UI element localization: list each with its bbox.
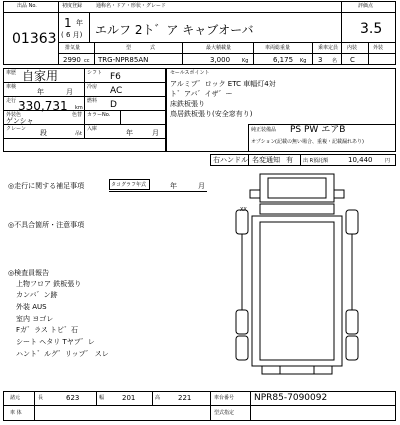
width-label: 幅 (99, 395, 105, 401)
sales-point-line: 鳥居鉄板張り(安全窓有り) (170, 110, 253, 118)
inspection-year: 年 (37, 88, 44, 96)
running-notes-label: ◎走行に関する補足事項 (8, 182, 85, 190)
first-reg-month: ( 6 月) (61, 31, 83, 39)
chassis-label: 車台番号 (214, 395, 235, 401)
first-reg-year: 1 (64, 16, 72, 30)
capacity-label: 乗車定員 (318, 45, 339, 51)
mileage: 330,731 (18, 99, 68, 113)
truck-diagram (222, 170, 372, 380)
capacity-unit: 名 (332, 58, 338, 64)
crane-capacity: 吊t (75, 131, 82, 137)
entry-label: 入庫 (87, 126, 98, 132)
max-load-unit: Kg (242, 58, 249, 64)
gross-weight-unit: Kg (300, 58, 307, 64)
model-grade-label: 通称名・ドア・形状・グレード (96, 3, 166, 9)
inspector-report-label: ◎検査員報告 (8, 269, 50, 277)
entry-month: 月 (152, 129, 159, 137)
equipment-label: 純正装備品 (251, 127, 277, 133)
options-note: (記載の無い場合、重複・記載漏れあり) (275, 139, 364, 145)
bottom-frame (3, 391, 396, 421)
sales-points-title: セールスポイント (170, 70, 210, 76)
inspector-line: 室内 ヨゴレ (16, 315, 54, 323)
sales-point-line: 床鉄板張り (170, 100, 205, 108)
tacho-year: 年 (170, 182, 177, 190)
model-code-label-2: 式 (150, 45, 156, 51)
recycle-unit: 円 (385, 158, 391, 164)
length-label: 長 (38, 395, 44, 401)
cc-unit: cc (84, 58, 90, 64)
exterior-label: 外装 (373, 45, 384, 51)
interior-grade: C (350, 56, 355, 64)
model-code: TRG-NPR85AN (98, 56, 149, 64)
shift: F6 (110, 72, 121, 82)
chassis-number: NPR85-7090092 (254, 393, 328, 403)
score-value: 3.5 (360, 21, 383, 37)
color: ゲンシャ (6, 117, 34, 125)
capacity: 3 (318, 56, 323, 64)
entry-year: 年 (126, 129, 133, 137)
inspector-line: Fガ゛ラス トビ゛石 (16, 326, 79, 334)
length-value: 623 (66, 394, 80, 402)
vin-label: 車 体 (10, 410, 22, 416)
crane-label: クレーン (6, 126, 26, 132)
height-label: 高 (155, 395, 161, 401)
title-change-value: 有 (286, 156, 293, 164)
model-code-label: 型 (126, 45, 132, 51)
mileage-label: 走行 (6, 98, 17, 104)
inspector-line: カンバ゛ン跡 (16, 291, 58, 299)
serial-label: 型式指定 (214, 410, 235, 416)
score-label: 評価点 (358, 3, 374, 9)
fuel: D (110, 100, 117, 110)
inspector-line: 上物フロア 鉄板張り (16, 280, 82, 288)
car-type-label: 車歴 (6, 70, 17, 76)
cooler-label: 冷房 (87, 84, 98, 90)
inspector-line: シート ヘタリ Tヤブ゛レ (16, 338, 95, 346)
recycle-label: 出 R預託額 (303, 158, 329, 164)
crane-steps: 段 (40, 129, 47, 137)
equipment-value: PS PW エアB (290, 125, 346, 135)
cooler: AC (110, 86, 123, 96)
diagram-mark: XX (240, 207, 247, 213)
car-type: 自家用 (22, 69, 59, 83)
inspection-month: 月 (66, 88, 73, 96)
inspector-line: ハント゛ルグ゛リップ゛ スレ (16, 350, 109, 358)
fuel-label: 燃料 (87, 98, 98, 104)
first-reg-year-unit: 年 (76, 19, 83, 27)
gross-weight-label: 車両総重量 (265, 45, 291, 51)
inspector-line: 外装 AUS (16, 303, 47, 311)
recycle-value: 10,440 (348, 156, 373, 164)
height-value: 221 (178, 394, 192, 402)
car-name: エルフ 2ト゛ア キャブオーバ (95, 23, 254, 37)
dimensions-label: 諸元 (10, 395, 21, 401)
title-change-label: 名変通知 (252, 156, 280, 164)
tacho-label: タコグラフ年式 (109, 179, 150, 190)
inspection-label: 車検 (6, 84, 17, 90)
defect-notes-label: ◎不具合箇所・注意事項 (8, 221, 85, 229)
max-load-label: 最大積載量 (206, 45, 232, 51)
color-label: 外装色 (6, 112, 22, 118)
width-value: 201 (122, 394, 136, 402)
sales-point-line: アルミブ゛ロック ETC 車幅灯4対 (170, 80, 276, 88)
color-no-label: カラーNo. (87, 112, 111, 118)
shift-label: シフト (87, 70, 103, 76)
gross-weight: 6,175 (273, 56, 294, 64)
interior-label: 内装 (347, 45, 358, 51)
handle-type: 右ハンドル (213, 156, 248, 164)
color-code-label: 色替 (72, 112, 83, 118)
mileage-unit: km (75, 105, 83, 111)
max-load: 3,000 (210, 56, 231, 64)
options-label: オプション (251, 139, 276, 145)
lot-number: 01363 (12, 31, 57, 47)
lot-label: 出品 No. (17, 3, 37, 9)
tacho-month: 月 (198, 182, 205, 190)
first-reg-label: 初度登録 (62, 3, 83, 9)
engine-cc: 2990 (63, 56, 81, 64)
engine-label: 排気量 (65, 45, 81, 51)
sales-point-line: ト゛アバ゛イザ゛ー (170, 90, 233, 98)
